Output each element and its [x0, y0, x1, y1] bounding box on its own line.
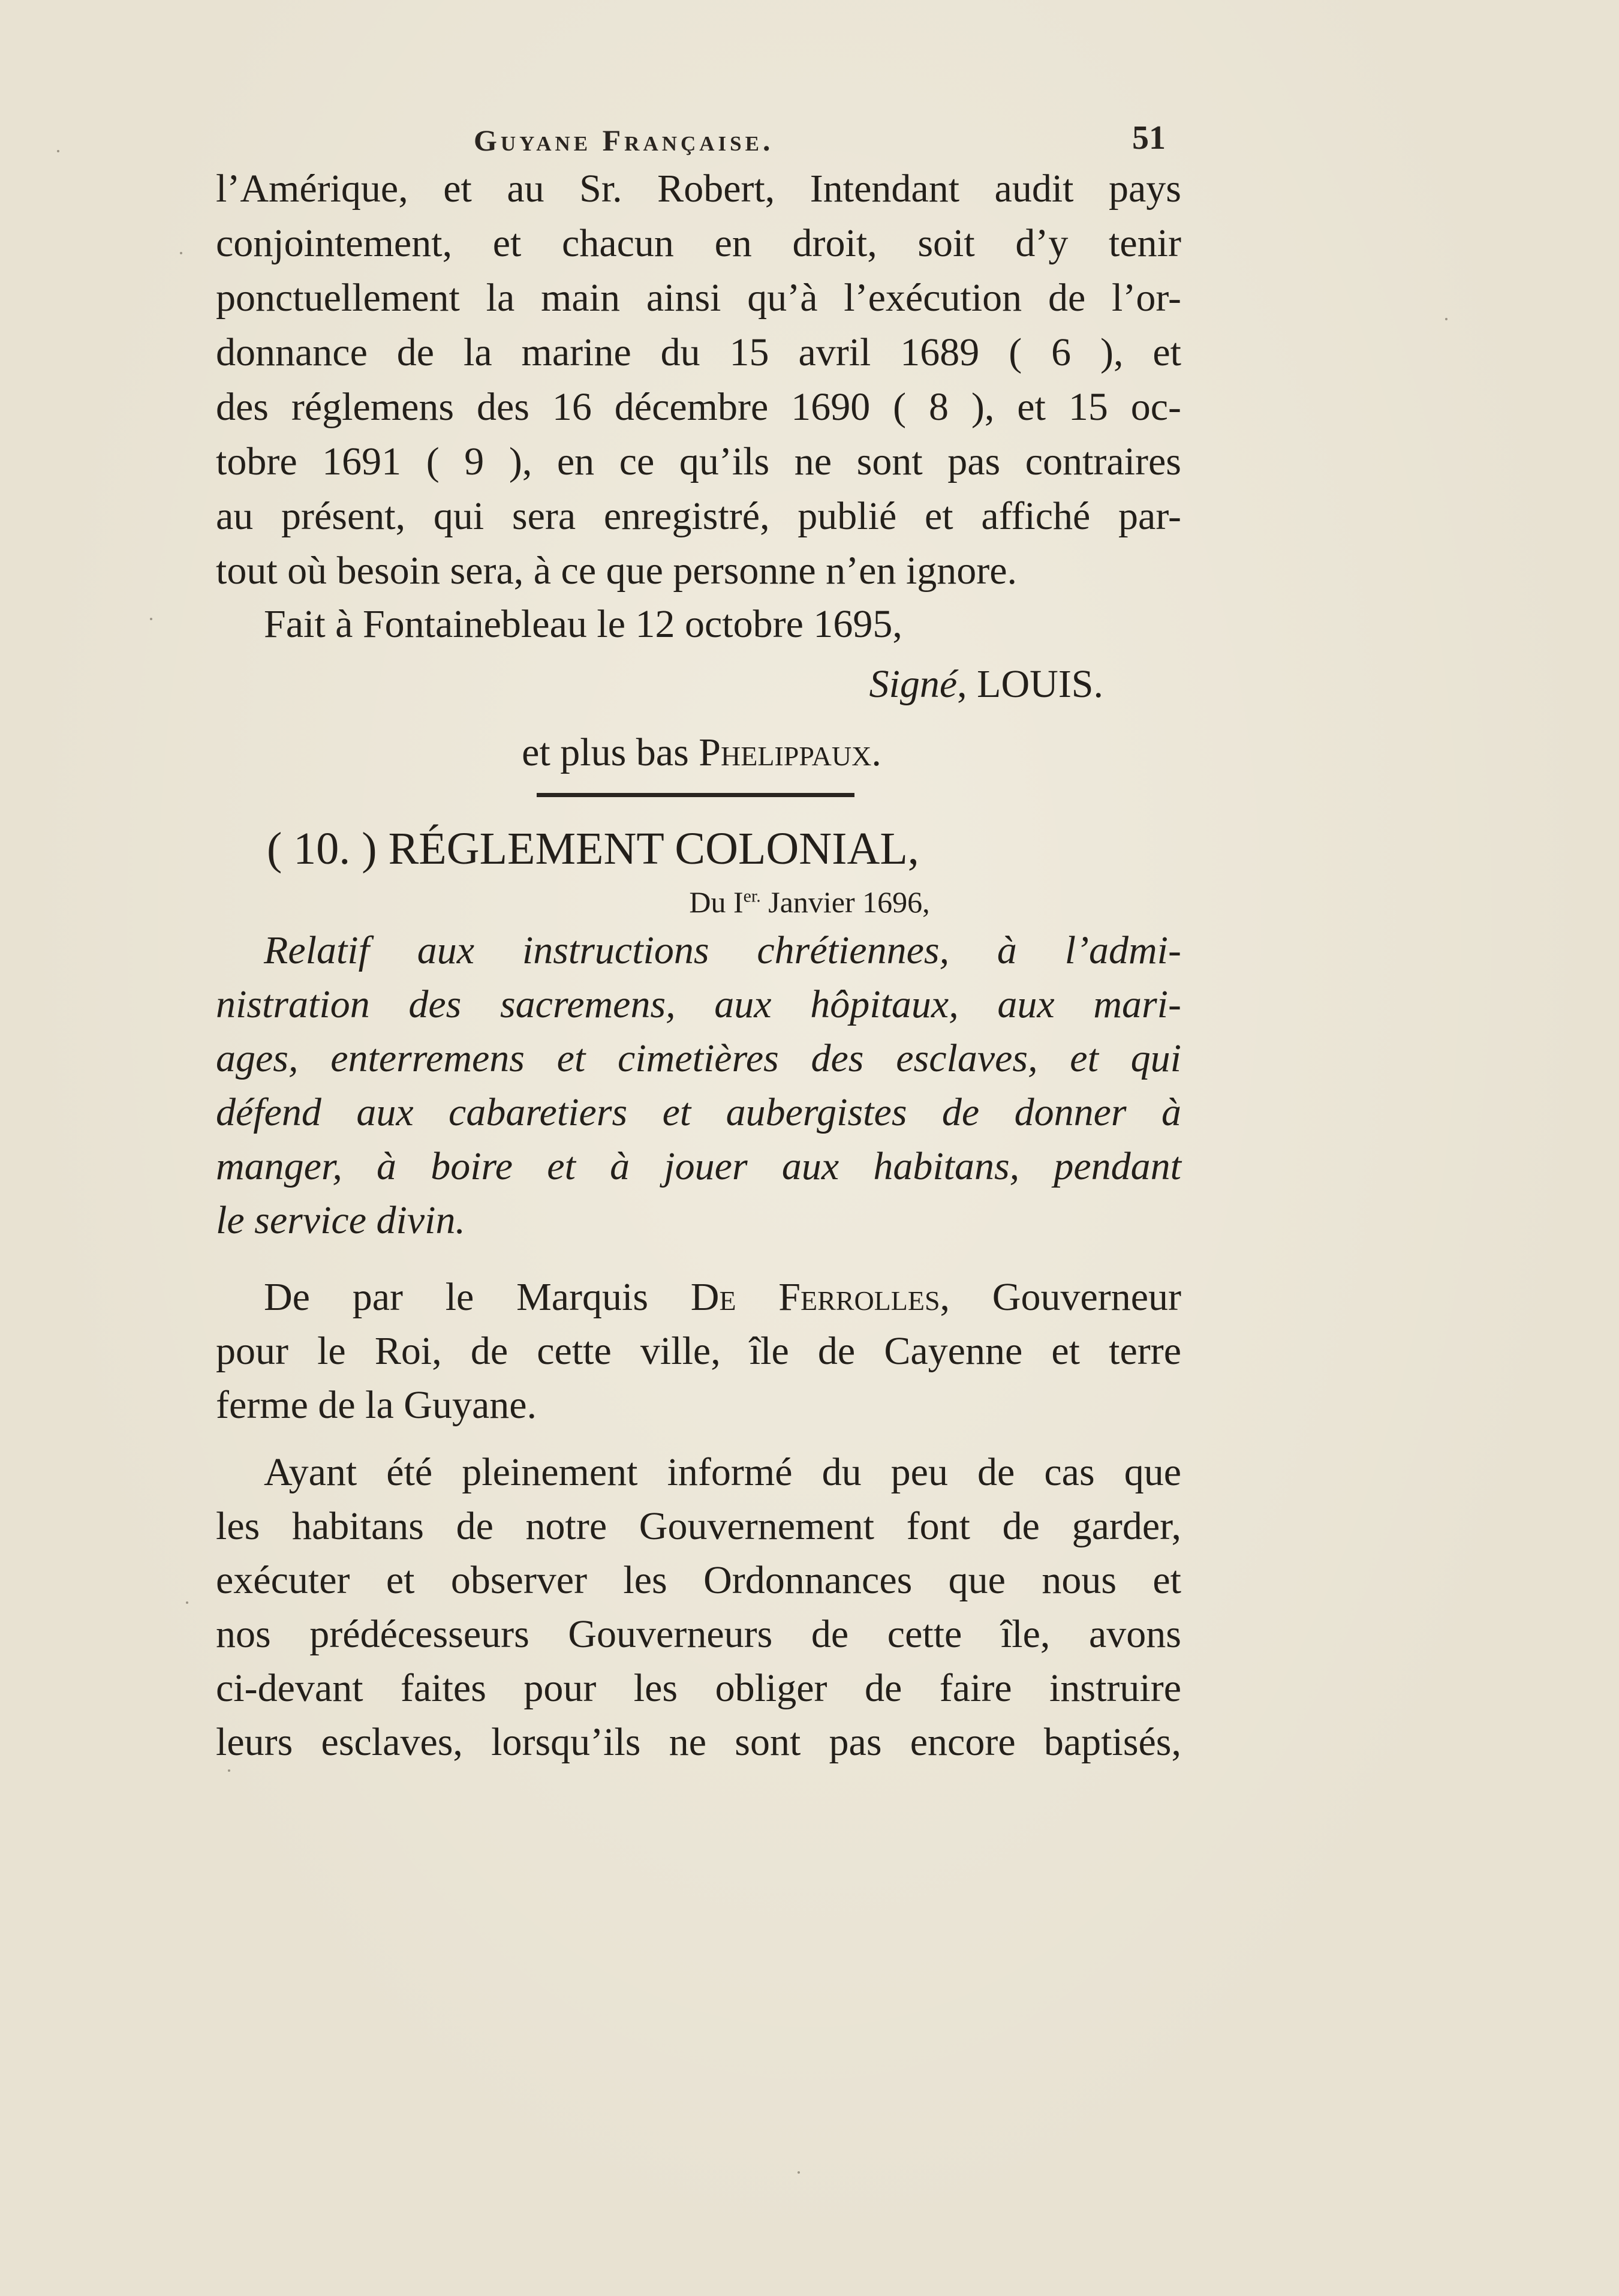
section-heading: ( 10. ) RÉGLEMENT COLONIAL,: [267, 824, 919, 874]
body-line: Ayant été pleinement informé du peu de cas que: [264, 1450, 1181, 1494]
summary-line: nistration des sacremens, aux hôpitaux, aux mari-: [216, 982, 1181, 1026]
place-date-line: Fait à Fontainebleau le 12 octobre 1695,: [264, 602, 902, 646]
countersign-name: Phelippaux.: [699, 731, 881, 774]
paper-speck: [57, 150, 59, 152]
section-date-rest: Janvier 1696,: [760, 885, 930, 919]
paper-speck: [228, 1769, 230, 1772]
section-divider: [537, 793, 854, 797]
proclamation-line: ferme de la Guyane.: [216, 1383, 537, 1427]
text-line: ponctuellement la main ainsi qu’à l’exécution de l’or-: [216, 276, 1181, 320]
body-line: exécuter et observer les Ordonnances que nous et: [216, 1558, 1181, 1602]
body-line: leurs esclaves, lorsqu’ils ne sont pas encore baptisés,: [216, 1720, 1181, 1764]
section-date-prefix: Du I: [689, 885, 744, 919]
text-line: au présent, qui sera enregistré, publié et affiché par-: [216, 494, 1181, 538]
section-date-superscript: er.: [743, 886, 761, 906]
text-line: l’Amérique, et au Sr. Robert, Intendant audit pays: [216, 167, 1181, 211]
text-line: tobre 1691 ( 9 ), en ce qu’ils ne sont pas contraires: [216, 440, 1181, 483]
signed-name: , LOUIS.: [957, 662, 1103, 706]
running-head: Guyane Française.: [474, 124, 774, 157]
page-number: 51: [1132, 119, 1166, 157]
countersign-line: [312, 733, 1091, 773]
text-line: conjointement, et chacun en droit, soit d’y tenir: [216, 221, 1181, 265]
proclamation-line: [264, 1275, 1181, 1319]
text-line: donnance de la marine du 15 avril 1689 ( 6 ), et: [216, 330, 1181, 374]
summary-line: Relatif aux instructions chrétiennes, à l’admi-: [264, 928, 1181, 972]
paper-speck: [798, 2171, 800, 2174]
body-line: les habitans de notre Gouvernement font de garder,: [216, 1504, 1181, 1548]
text-line: des réglemens des 16 décembre 1690 ( 8 ), et 15 oc-: [216, 385, 1181, 429]
proclamation-prefix: De par le Marquis: [264, 1275, 691, 1319]
body-line: nos prédécesseurs Gouverneurs de cette île, avons: [216, 1612, 1181, 1656]
paper-speck: [1445, 318, 1448, 320]
section-date: [0, 885, 1619, 919]
text-line: tout où besoin sera, à ce que personne n’en ignore.: [216, 549, 1018, 593]
proclamation-line: pour le Roi, de cette ville, île de Cayenne et terre: [216, 1329, 1181, 1373]
summary-line: défend aux cabaretiers et aubergistes de donner à: [216, 1090, 1181, 1134]
paper-speck: [186, 1601, 188, 1604]
paper-speck: [150, 618, 152, 620]
summary-line: ages, enterremens et cimetières des esclaves, et qui: [216, 1036, 1181, 1080]
summary-line: le service divin.: [216, 1198, 465, 1242]
signature-line: [216, 662, 1103, 706]
paper-speck: [180, 252, 182, 254]
summary-line: manger, à boire et à jouer aux habitans, pendant: [216, 1144, 1181, 1188]
countersign-prefix: et plus bas: [522, 731, 699, 774]
governor-name: De Ferrolles: [690, 1275, 940, 1319]
signed-label: Signé: [869, 662, 958, 706]
proclamation-suffix: , Gouverneur: [940, 1275, 1181, 1319]
body-line: ci-devant faites pour les obliger de faire instruire: [216, 1666, 1181, 1710]
